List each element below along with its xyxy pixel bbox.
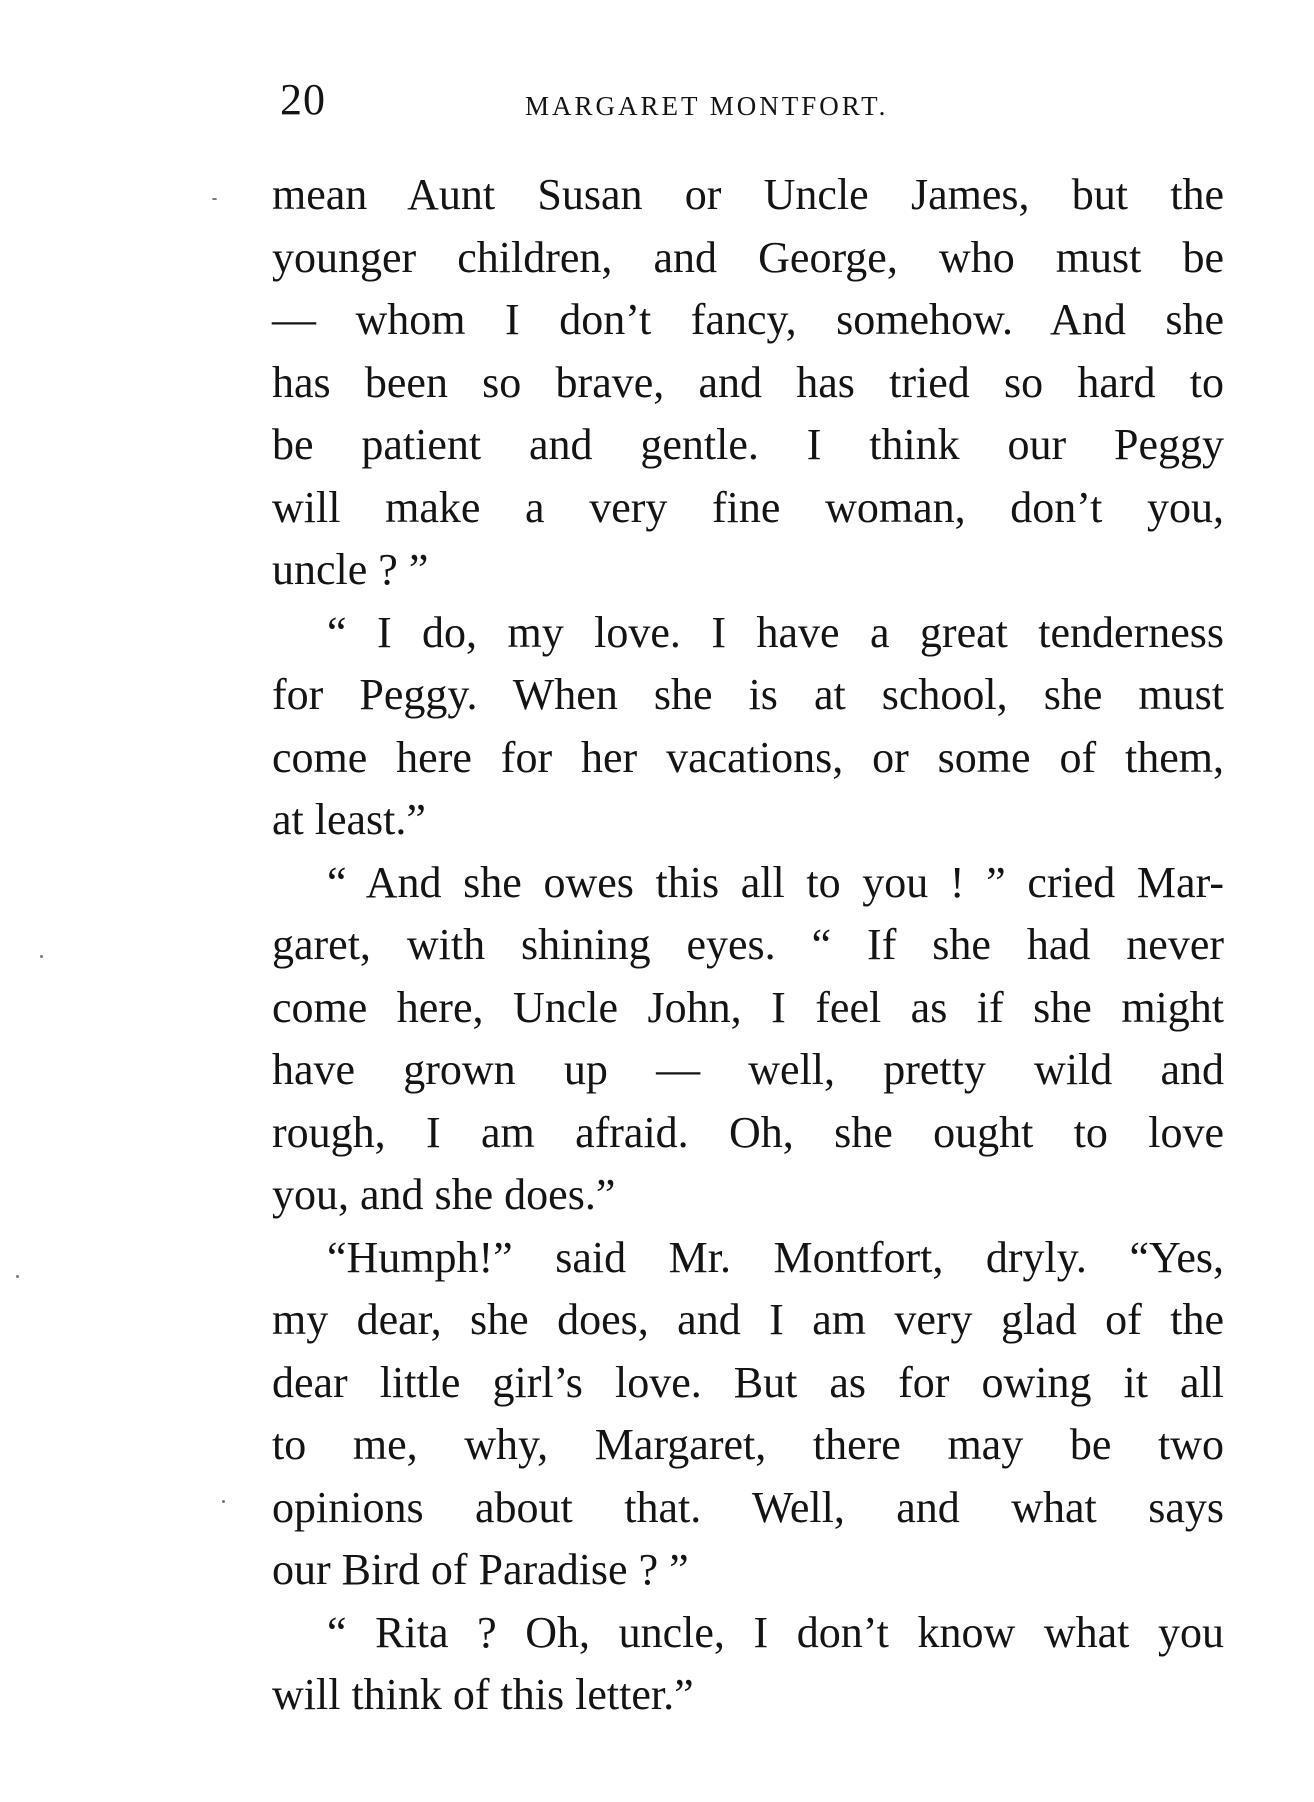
- text-line: opinions about that. Well, and what says: [272, 1482, 1224, 1532]
- running-title: MARGARET MONTFORT.: [525, 91, 889, 121]
- print-speck: [222, 1500, 225, 1503]
- text-line: you, and she does.”: [272, 1170, 616, 1219]
- text-line: our Bird of Paradise ? ”: [272, 1545, 689, 1594]
- text-line: at least.”: [272, 795, 426, 844]
- print-speck: [40, 955, 43, 958]
- text-line: — whom I don’t fancy, somehow. And she: [272, 295, 1224, 344]
- text-line: uncle ? ”: [272, 545, 429, 594]
- text-line: “ I do, my love. I have a great tenderness: [327, 607, 1224, 657]
- paragraph: [272, 1602, 1224, 1727]
- text-line: have grown up — well, pretty wild and: [272, 1045, 1224, 1094]
- page-number: 20: [280, 75, 326, 124]
- text-line: my dear, she does, and I am very glad of the: [272, 1295, 1224, 1344]
- text-line: be patient and gentle. I think our Peggy: [272, 420, 1224, 469]
- text-line: dear little girl’s love. But as for owing it all: [272, 1357, 1224, 1407]
- page-header: [280, 70, 1220, 130]
- text-line: “Humph!” said Mr. Montfort, dryly. “Yes,: [327, 1232, 1224, 1282]
- paragraph: [272, 852, 1224, 1227]
- print-speck: [212, 198, 217, 200]
- text-line: for Peggy. When she is at school, she must: [272, 670, 1224, 719]
- text-line: rough, I am afraid. Oh, she ought to love: [272, 1107, 1224, 1157]
- text-line: to me, why, Margaret, there may be two: [272, 1420, 1224, 1469]
- paragraph: [272, 164, 1224, 602]
- paragraph: [272, 602, 1224, 852]
- text-line: come here for her vacations, or some of them,: [272, 732, 1224, 782]
- text-line: garet, with shining eyes. “ If she had never: [272, 920, 1224, 969]
- print-speck: [16, 1275, 19, 1278]
- text-line: “ Rita ? Oh, uncle, I don’t know what you: [327, 1607, 1224, 1657]
- body-text: [272, 164, 1224, 1727]
- text-line: younger children, and George, who must be: [272, 232, 1224, 282]
- paragraph: [272, 1227, 1224, 1602]
- text-line: will make a very fine woman, don’t you,: [272, 482, 1224, 532]
- text-line: mean Aunt Susan or Uncle James, but the: [272, 170, 1224, 219]
- text-line: will think of this letter.”: [272, 1670, 694, 1719]
- text-line: come here, Uncle John, I feel as if she might: [272, 982, 1224, 1032]
- text-line: has been so brave, and has tried so hard to: [272, 357, 1224, 407]
- text-line: “ And she owes this all to you ! ” cried Mar-: [327, 857, 1224, 907]
